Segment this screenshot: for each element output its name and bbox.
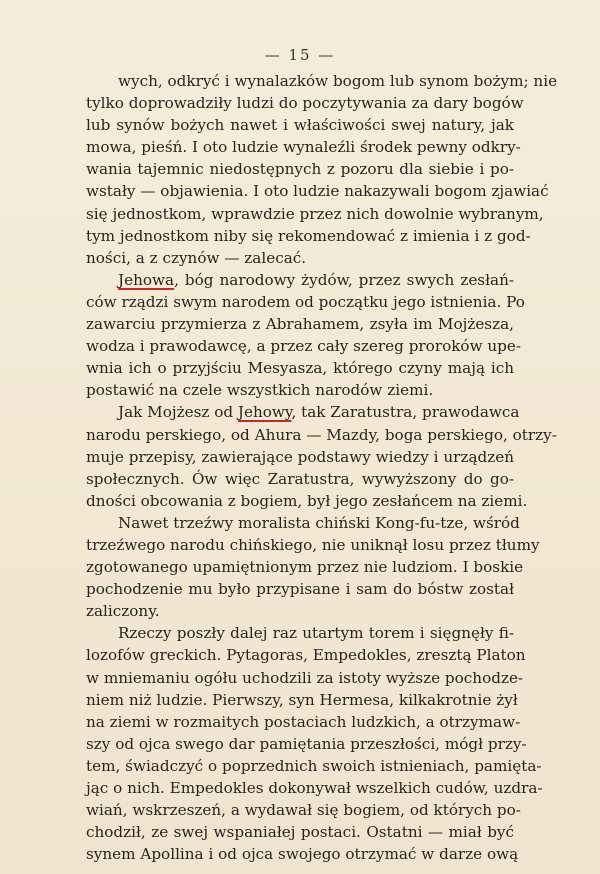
text-segment: Jak Mojżesz od xyxy=(118,403,238,422)
text-segment: , tak Zaratustra, prawodawca xyxy=(291,403,520,422)
text-line: wnia ich o przyjściu Mesyasza, którego czyny mają ich xyxy=(86,359,514,378)
text-line: wania tajemnic niedostępnych z pozoru dla siebie i po- xyxy=(86,160,514,179)
text-line: mowa, pieśń. I oto ludzie wynaleźli środek pewny odkry- xyxy=(86,138,521,157)
text-line: ców rządzi swym narodem od początku jego istnienia. Po xyxy=(86,292,525,311)
text-line: tylko doprowadziły ludzi do poczytywania za dary bogów xyxy=(86,94,524,113)
text-line: lozofów greckich. Pytagoras, Empedokles, zresztą Platon xyxy=(86,646,526,665)
text-line: w mniemaniu ogółu uchodzili za istoty wyższe pochodze- xyxy=(86,668,524,687)
paragraph xyxy=(86,269,525,402)
text-line: trzeźwego narodu chińskiego, nie uniknął losu przez tłumy xyxy=(86,535,540,554)
text-line: zaliczony. xyxy=(86,602,160,621)
text-line: niem niż ludzie. Pierwszy, syn Hermesa, kilkakrotnie żył xyxy=(86,690,518,709)
text-line: lub synów bożych nawet i właściwości swej natury, jak xyxy=(86,116,514,135)
text-line: tem, świadczyć o poprzednich swoich istnieniach, pamięta- xyxy=(86,756,542,775)
underlined-word: Jehowa xyxy=(118,270,175,289)
text-line: pochodzenie mu było przypisane i sam do bóstw został xyxy=(86,580,514,599)
text-line: ności, a z czynów — zalecać. xyxy=(86,248,307,267)
page-text xyxy=(86,70,558,865)
text-line: na ziemi w rozmaitych postaciach ludzkich, a otrzymaw- xyxy=(86,712,521,731)
text-line: chodził, ze swej wspaniałej postaci. Ostatni — miał być xyxy=(86,823,514,842)
text-line: wstały — objawienia. I oto ludzie nakazywali bogom zjawiać xyxy=(86,182,549,201)
paragraph xyxy=(86,622,543,865)
text-line: Rzeczy poszły dalej raz utartym torem i sięgnęły fi- xyxy=(118,624,514,643)
text-line: się jednostkom, wprawdzie przez nich dowolnie wybranym, xyxy=(86,204,544,223)
text-line: Nawet trzeźwy moralista chiński Kong-fu-tze, wśród xyxy=(118,513,520,532)
text-line: postawić na czele wszystkich narodów ziemi. xyxy=(86,381,434,400)
text-line: zgotowanego upamiętnionym przez nie ludziom. I boskie xyxy=(86,558,524,577)
text-line: muje przepisy, zawierające podstawy wiedzy i urządzeń xyxy=(86,447,514,466)
text-line: jąc o nich. Empedokles dokonywał wszelkich cudów, uzdra- xyxy=(86,779,543,797)
text-line: tym jednostkom niby się rekomendować z imienia i z god- xyxy=(86,226,531,245)
text-line xyxy=(86,269,514,291)
text-line: synem Apollina i od ojca swojego otrzymać w darze ową xyxy=(86,845,519,864)
text-line: wiań, wskrzeszeń, a wydawał się bogiem, od których po- xyxy=(86,801,521,820)
page-number: — 15 — xyxy=(264,46,336,64)
text-line: narodu perskiego, od Ahura — Mazdy, boga perskiego, otrzy- xyxy=(86,425,557,444)
text-line: dności obcowania z bogiem, był jego zesłańcem na ziemi. xyxy=(86,491,528,510)
paragraph xyxy=(86,401,557,511)
text-line: zawarciu przymierza z Abrahamem, zsyła im Mojżesza, xyxy=(86,315,514,334)
paragraph xyxy=(86,512,540,622)
text-line: społecznych. Ów więc Zaratustra, wywyższony do go- xyxy=(86,469,514,488)
text-line xyxy=(86,401,520,423)
underlined-word: Jehowy xyxy=(237,403,292,422)
text-segment: , bóg narodowy żydów, przez swych zesłań- xyxy=(174,270,514,289)
text-line: wych, odkryć i wynalazków bogom lub synom bożym; nie xyxy=(118,72,558,90)
paragraph xyxy=(86,70,558,269)
text-line: wodza i prawodawcę, a przez cały szereg proroków upe- xyxy=(86,337,522,356)
text-line: szy od ojca swego dar pamiętania przeszłości, mógł przy- xyxy=(86,734,527,753)
